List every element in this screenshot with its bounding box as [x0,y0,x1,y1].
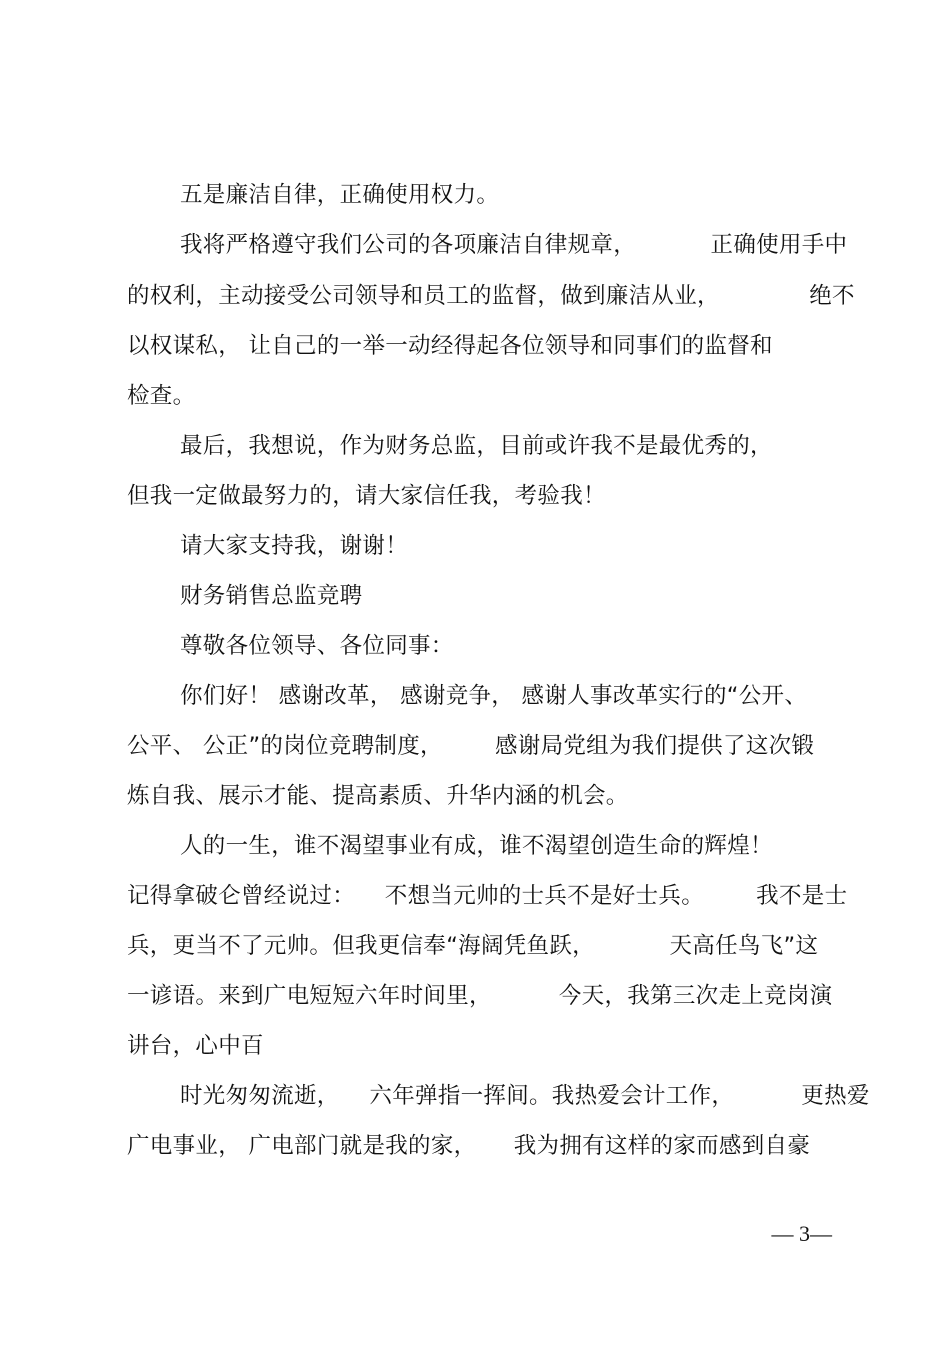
text-line-13: 炼自我、展示才能、提高素质、升华内涵的机会。 [127,783,629,809]
text-line-2: 我将严格遵守我们公司的各项廉洁自律规章， 正确使用手中 [180,232,848,258]
text-line-8: 请大家支持我，谢谢！ [180,533,409,559]
text-line-4: 以权谋私， 让自己的一举一动经得起各位领导和同事们的监督和 [127,333,773,359]
text-line-20: 广电事业， 广电部门就是我的家， 我为拥有这样的家而感到自豪 [127,1133,811,1159]
text-line-9: 财务销售总监竞聘 [180,583,363,609]
text-line-17: 一谚语。来到广电短短六年时间里， 今天，我第三次走上竞岗演 [127,983,833,1009]
text-line-1: 五是廉洁自律，正确使用权力。 [180,182,500,208]
text-line-5: 检查。 [127,383,196,409]
text-line-3: 的权利，主动接受公司领导和员工的监督，做到廉洁从业， 绝不 [127,283,855,309]
text-line-12: 公平、 公正”的岗位竞聘制度， 感谢局党组为我们提供了这次锻 [127,733,815,759]
text-line-7: 但我一定做最努力的，请大家信任我，考验我！ [127,483,606,509]
text-line-14: 人的一生，谁不渴望事业有成，谁不渴望创造生命的辉煌！ [180,833,773,859]
page-number: — 3— [771,1221,832,1246]
text-line-16: 兵，更当不了元帅。但我更信奉“海阔凭鱼跃， 天高任鸟飞”这 [127,933,819,959]
text-line-19: 时光匆匆流逝， 六年弹指一挥间。我热爱会计工作， 更热爱 [180,1083,870,1109]
text-line-18: 讲台，心中百 [127,1033,264,1059]
text-line-10: 尊敬各位领导、各位同事： [180,633,454,659]
text-line-6: 最后，我想说，作为财务总监，目前或许我不是最优秀的， [180,433,773,459]
text-line-11: 你们好！ 感谢改革， 感谢竞争， 感谢人事改革实行的“公开、 [180,683,808,709]
text-line-15: 记得拿破仑曾经说过： 不想当元帅的士兵不是好士兵。 我不是士 [127,883,848,909]
